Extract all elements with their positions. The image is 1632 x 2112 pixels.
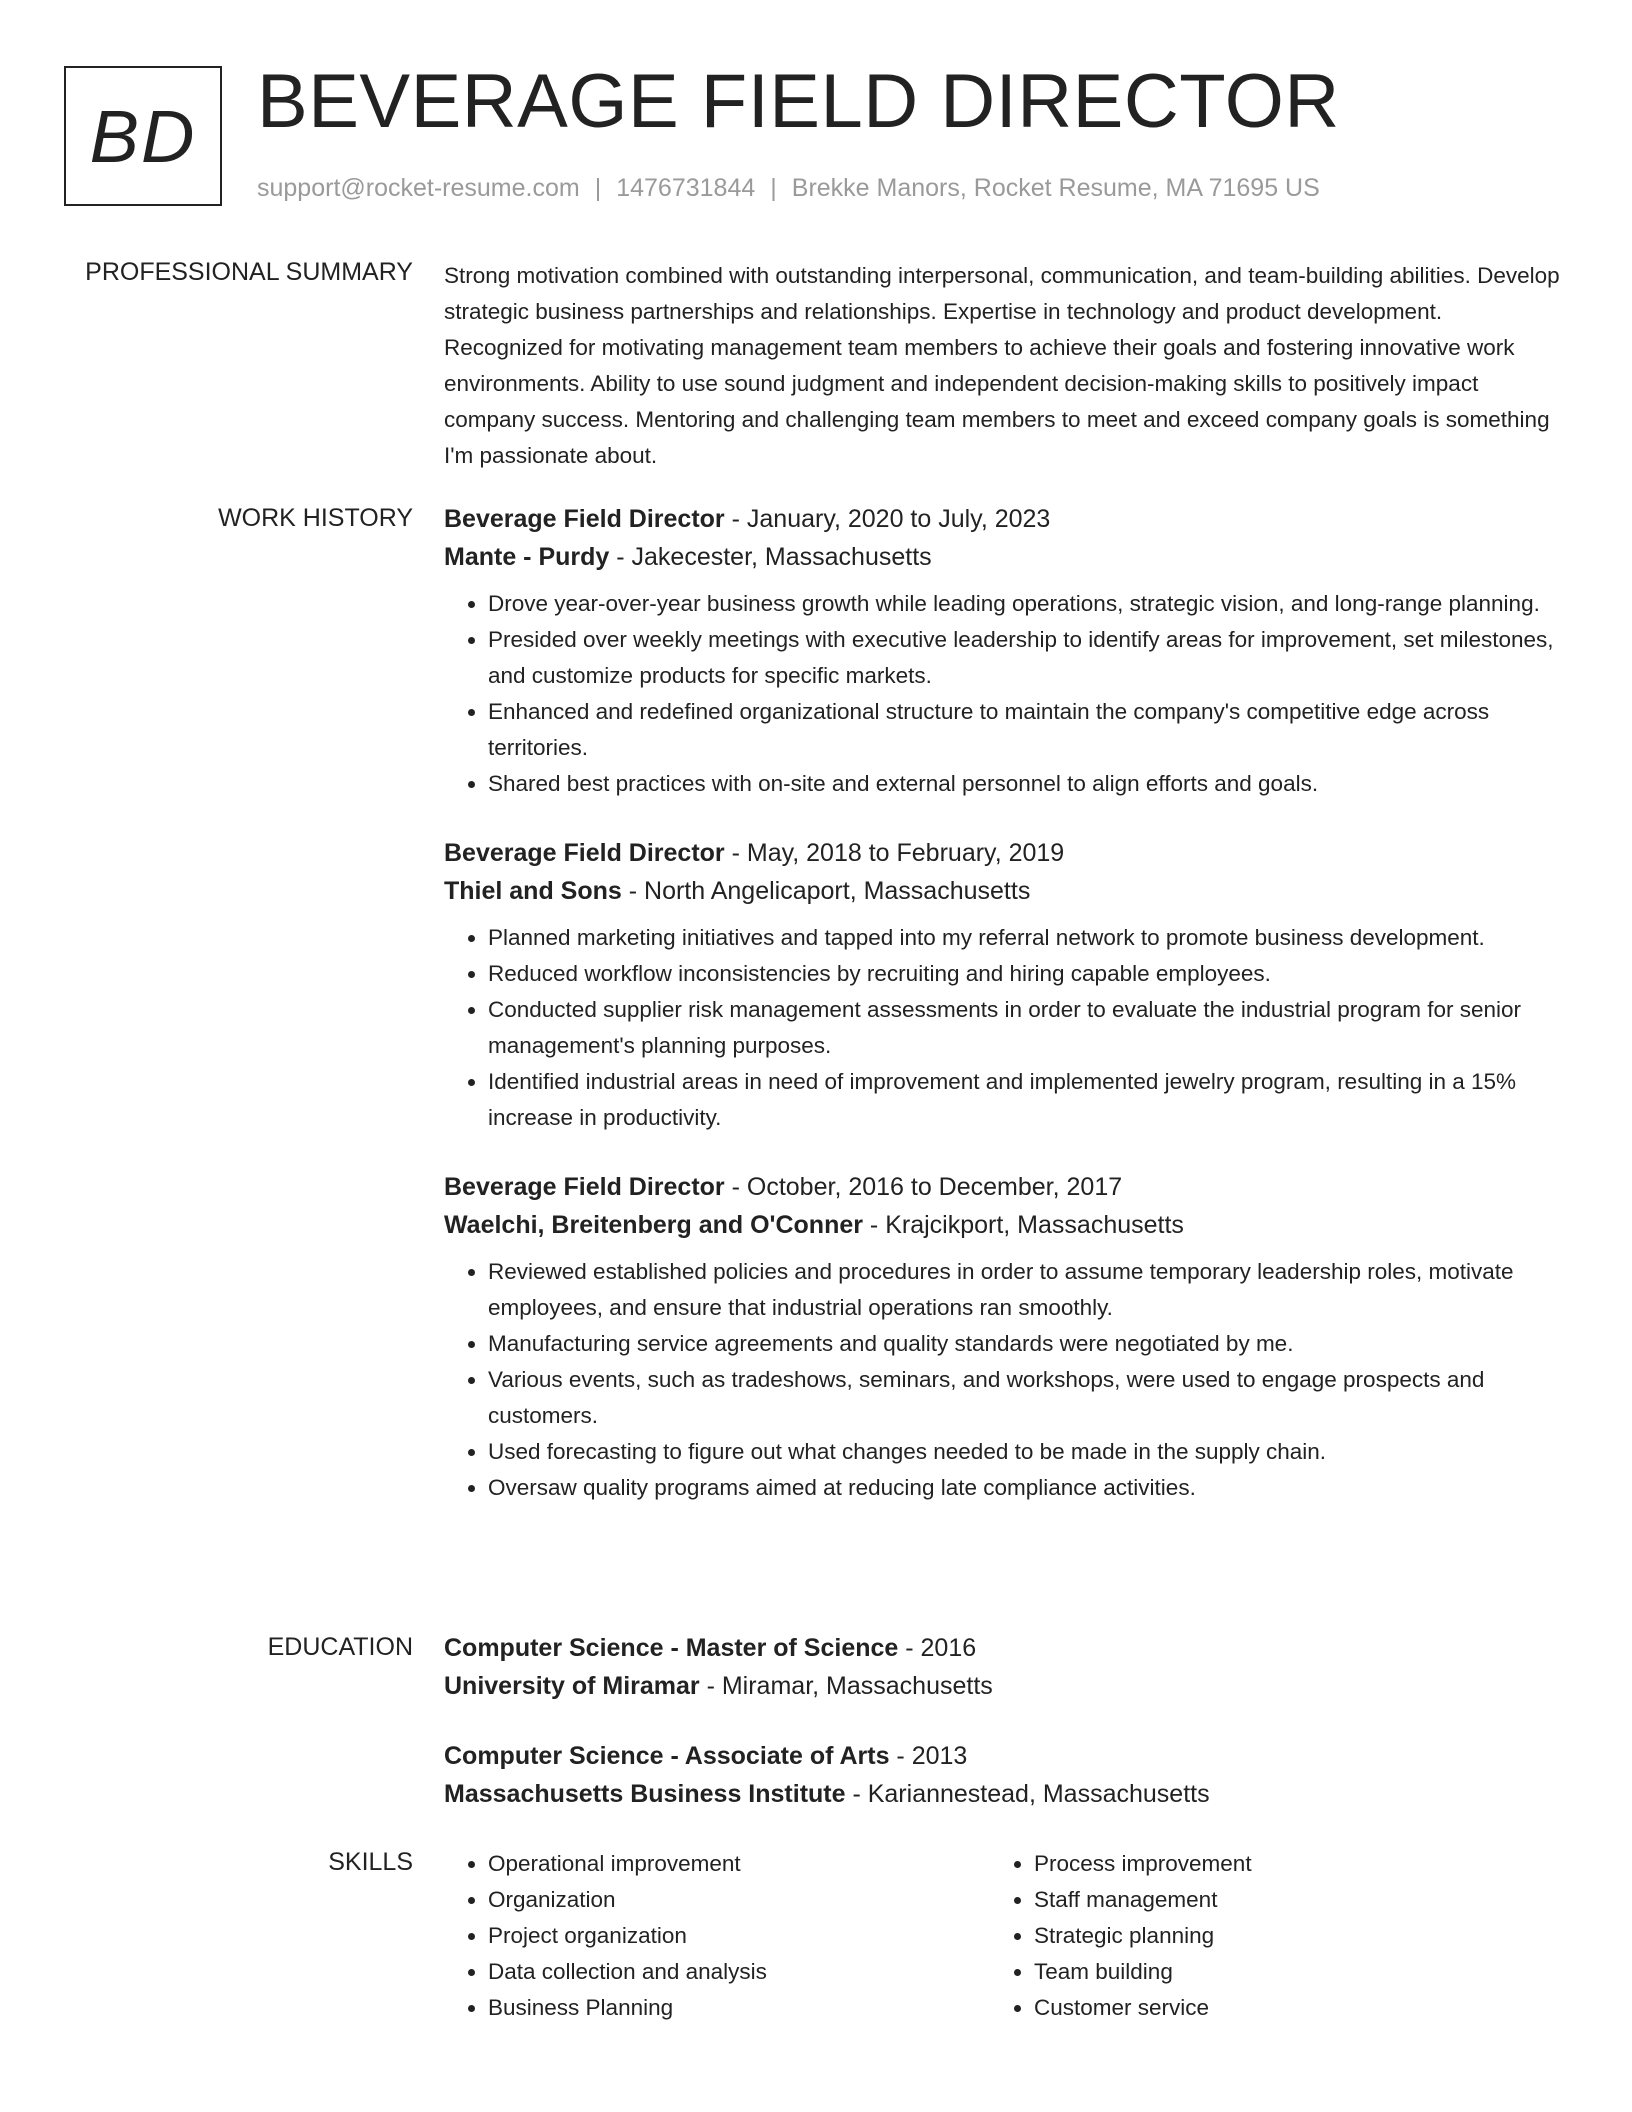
degree-year: - 2013 [889, 1742, 968, 1770]
job-bullet: • Various events, such as tradeshows, seminars, and workshops, were used to engage prospects and customers. [488, 1362, 1564, 1434]
job-title: Beverage Field Director [444, 839, 725, 867]
skill-item: • Project organization [488, 1918, 990, 1954]
job-location: - Jakecester, Massachusetts [609, 543, 932, 571]
job-bullet: • Identified industrial areas in need of improvement and implemented jewelry program, resulting in a 15% increase in productivity. [488, 1064, 1564, 1136]
job-bullet: • Conducted supplier risk management assessments in order to evaluate the industrial program for senior management's planning purposes. [488, 992, 1564, 1064]
skill-item: • Operational improvement [488, 1846, 990, 1882]
job-dates: - May, 2018 to February, 2019 [724, 839, 1065, 867]
skill-item: • Team building [1034, 1954, 1536, 1990]
candidate-name: BEVERAGE FIELD DIRECTOR [257, 59, 1340, 144]
resume-header [64, 59, 1564, 210]
job-bullet-list [444, 920, 1564, 1136]
job-bullet: • Drove year-over-year business growth while leading operations, strategic vision, and long-range planning. [488, 586, 1564, 622]
job-entry [444, 834, 1564, 1136]
job-bullet: • Presided over weekly meetings with executive leadership to identify areas for improvement, set milestones, and customize products for specific markets. [488, 622, 1564, 694]
job-company: Thiel and Sons [444, 877, 622, 905]
job-bullet: • Planned marketing initiatives and tapped into my referral network to promote business development. [488, 920, 1564, 956]
job-bullet: • Manufacturing service agreements and quality standards were negotiated by me. [488, 1326, 1564, 1362]
job-dates: - January, 2020 to July, 2023 [724, 505, 1051, 533]
contact-line [257, 174, 1320, 203]
skill-item: • Strategic planning [1034, 1918, 1536, 1954]
skill-item: • Process improvement [1034, 1846, 1536, 1882]
degree: Computer Science - Master of Science [444, 1634, 899, 1662]
contact-separator: | [594, 174, 602, 202]
job-bullet: • Used forecasting to figure out what changes needed to be made in the supply chain. [488, 1434, 1564, 1470]
skill-item: • Data collection and analysis [488, 1954, 990, 1990]
job-location: - North Angelicaport, Massachusetts [621, 877, 1031, 905]
job-bullet: • Enhanced and redefined organizational structure to maintain the company's competitive edge across territories. [488, 694, 1564, 766]
school-name: University of Miramar [444, 1672, 700, 1700]
degree-year: - 2016 [898, 1634, 977, 1662]
job-bullet-list [444, 586, 1564, 802]
job-entry [444, 500, 1564, 802]
job-dates: - October, 2016 to December, 2017 [724, 1173, 1123, 1201]
contact-phone: 1476731844 [616, 174, 756, 202]
section-heading-education: EDUCATION [267, 1633, 413, 1661]
job-title: Beverage Field Director [444, 505, 725, 533]
contact-separator: | [770, 174, 777, 202]
job-company: Mante - Purdy [444, 543, 610, 571]
section-heading-skills: SKILLS [328, 1848, 413, 1876]
job-location: - Krajcikport, Massachusetts [862, 1211, 1184, 1239]
section-heading-work-history: WORK HISTORY [218, 504, 413, 532]
job-company: Waelchi, Breitenberg and O'Conner [444, 1211, 863, 1239]
education-entry [444, 1629, 1564, 1705]
section-heading-summary: PROFESSIONAL SUMMARY [85, 258, 413, 286]
degree: Computer Science - Associate of Arts [444, 1742, 890, 1770]
job-bullet: • Reviewed established policies and procedures in order to assume temporary leadership roles, motivate employees, and ensure that industrial operations ran smoothly. [488, 1254, 1564, 1326]
school-location: - Kariannestead, Massachusetts [845, 1780, 1210, 1808]
skill-item: • Organization [488, 1882, 990, 1918]
job-entry [444, 1168, 1564, 1506]
job-bullet: • Reduced workflow inconsistencies by recruiting and hiring capable employees. [488, 956, 1564, 992]
job-title: Beverage Field Director [444, 1173, 725, 1201]
education-entry [444, 1737, 1564, 1813]
summary-text: Strong motivation combined with outstanding interpersonal, communication, and team-building abilities. Develop strategic business partnerships and relationships. Expertise in technology and product development. Recognized for motivating management team members to achieve their goals and fostering innovative work environments. Ability to use sound judgment and independent decision-making skills to positively impact company success. Mentoring and challenging team members to meet and exceed company goals is something I'm passionate about. [444, 263, 1560, 468]
skill-item: • Customer service [1034, 1990, 1536, 2026]
skills-list-right [990, 1846, 1536, 2026]
job-bullet: • Shared best practices with on-site and external personnel to align efforts and goals. [488, 766, 1564, 802]
contact-email: support@rocket-resume.com [257, 174, 580, 202]
contact-address: Brekke Manors, Rocket Resume, MA 71695 US [791, 174, 1320, 202]
skills-list-left [444, 1846, 990, 2026]
school-location: - Miramar, Massachusetts [699, 1672, 993, 1700]
monogram-logo: BD [64, 66, 222, 206]
job-bullet-list [444, 1254, 1564, 1506]
skill-item: • Staff management [1034, 1882, 1536, 1918]
school-name: Massachusetts Business Institute [444, 1780, 846, 1808]
job-bullet: • Oversaw quality programs aimed at reducing late compliance activities. [488, 1470, 1564, 1506]
skill-item: • Business Planning [488, 1990, 990, 2026]
